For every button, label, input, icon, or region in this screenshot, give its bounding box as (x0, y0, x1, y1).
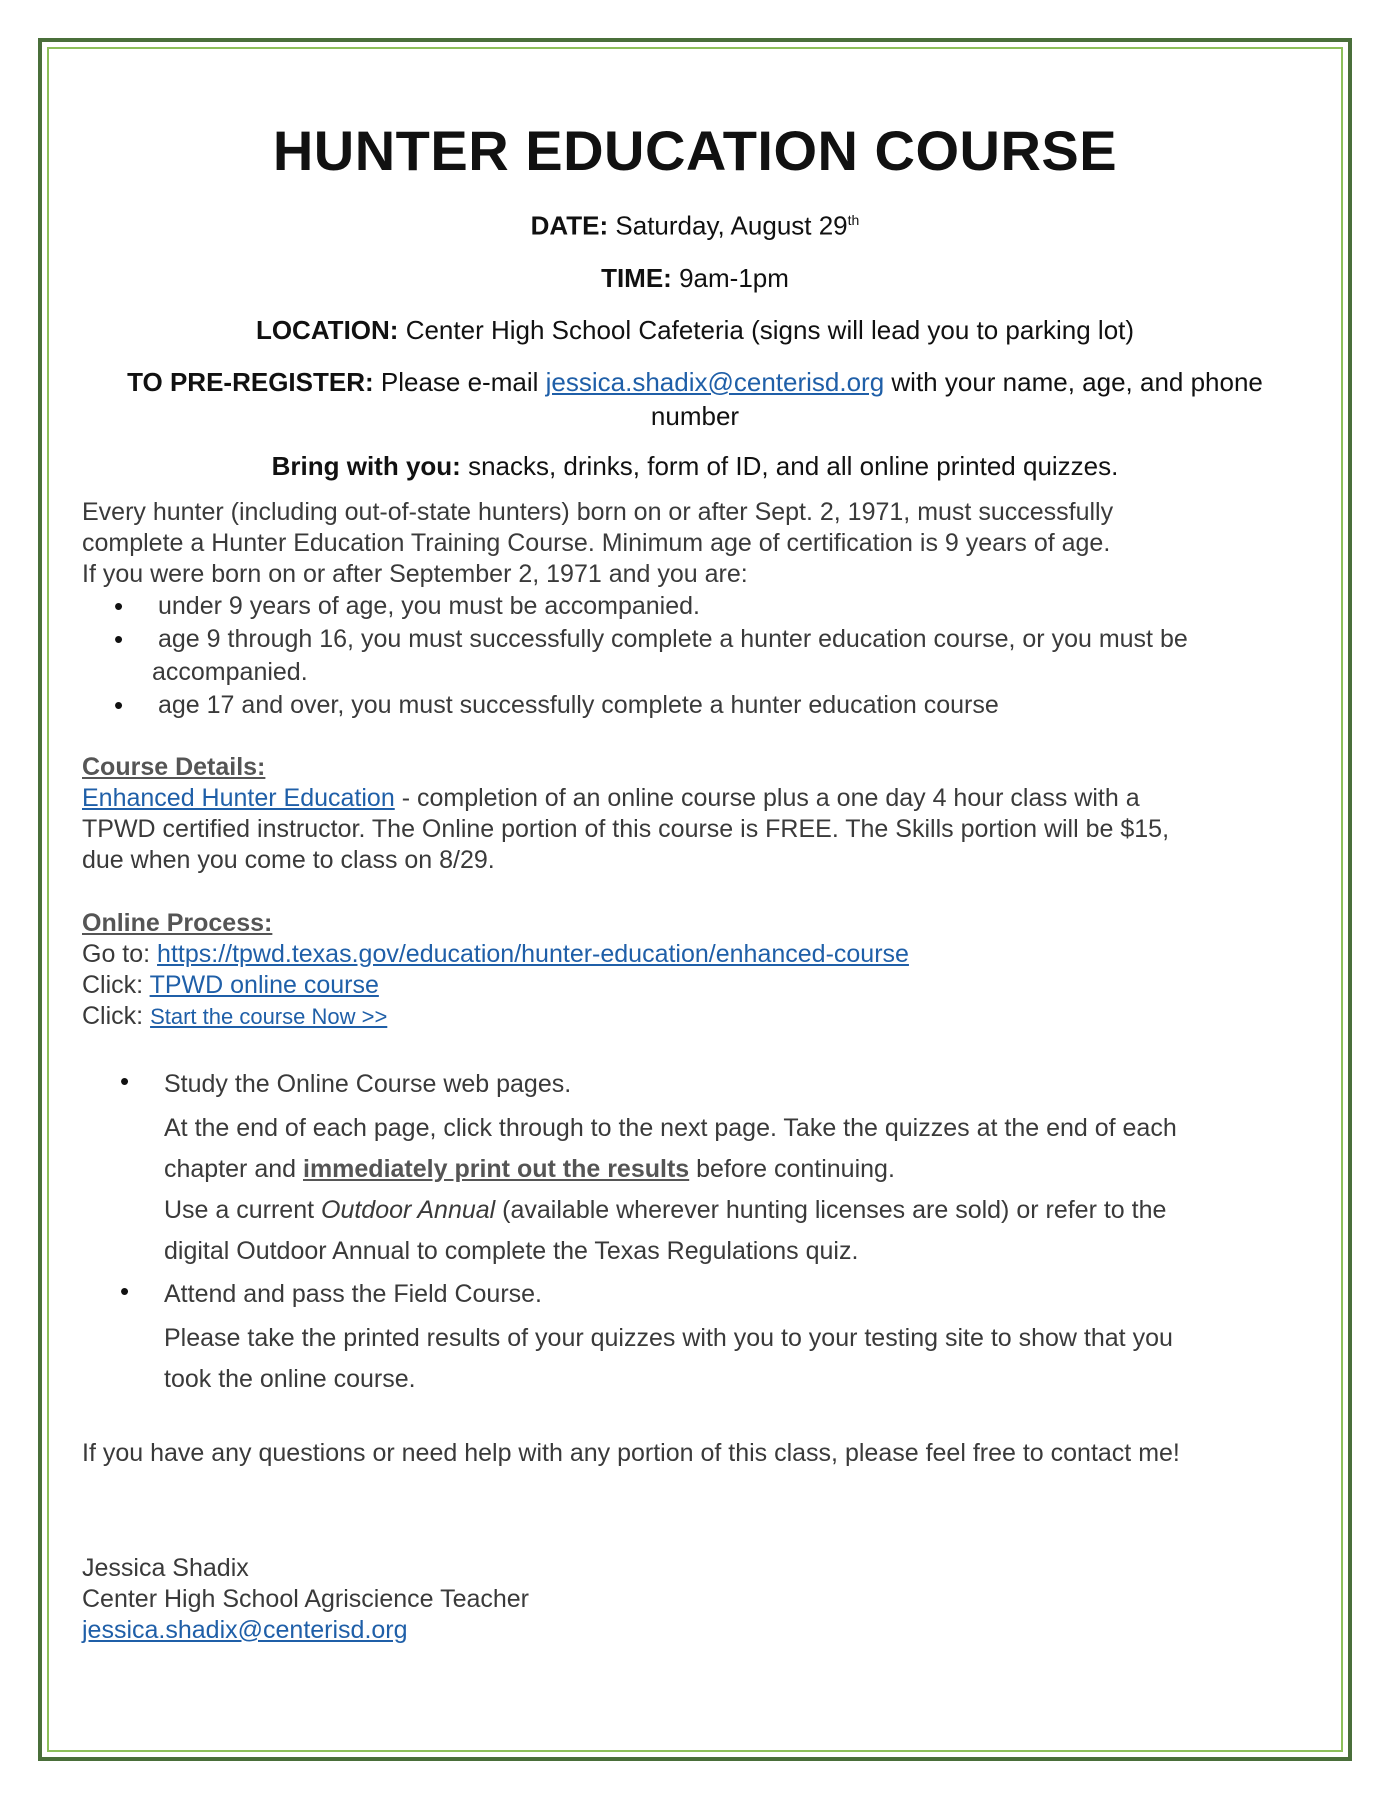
intro-line-2: complete a Hunter Education Training Course. Minimum age of certification is 9 years of age. (82, 528, 1111, 557)
bring-value: snacks, drinks, form of ID, and all online printed quizzes. (468, 450, 1119, 481)
date-suffix: th (847, 212, 860, 228)
preregister-after: with your name, age, and phone (891, 366, 1263, 397)
course-details-line-1: - completion of an online course plus a one day 4 hour class with a (401, 783, 1140, 812)
online-process-heading: Online Process: (82, 908, 273, 937)
signature-block (82, 1553, 1308, 1646)
list-item (82, 1276, 1308, 1400)
date-label: DATE: (530, 210, 609, 241)
bullet-icon: • (114, 623, 124, 654)
time-line (82, 261, 1308, 295)
list-item: • under 9 years of age, you must be accompanied. (114, 590, 700, 621)
location-value: Center High School Cafeteria (signs will lead you to parking lot) (405, 314, 1135, 345)
tpwd-online-course-link[interactable]: TPWD online course (149, 970, 379, 999)
preregister-before: Please e-mail (380, 366, 539, 397)
location-label: LOCATION: (255, 314, 399, 345)
bring-label: Bring with you: (271, 450, 461, 481)
step-title: Attend and pass the Field Course. (164, 1279, 543, 1308)
page-title: HUNTER EDUCATION COURSE (272, 119, 1118, 182)
intro-line-3: If you were born on or after September 2, 1971 and you are: (82, 559, 748, 588)
list-item (82, 1066, 1308, 1272)
signature-role: Center High School Agriscience Teacher (82, 1584, 530, 1613)
preregister-label: TO PRE-REGISTER: (127, 366, 374, 397)
bullet-icon: • (114, 590, 124, 621)
bullet-icon: • (120, 1065, 130, 1096)
tpwd-course-url-link[interactable]: https://tpwd.texas.gov/education/hunter-education/enhanced-course (157, 939, 909, 968)
list-item: • age 17 and over, you must successfully complete a hunter education course (114, 689, 999, 720)
step-body: At the end of each page, click through to the next page. Take the quizzes at the end of each chapter and immediately print out the results before continuing. Use a current Outdoor Annual (available wherever hunting licenses are sold) or refer to the digital Outdoor Annual to complete the Texas Regulations quiz. (164, 1113, 1177, 1265)
goto-label: Go to: (82, 939, 151, 968)
signature-email-link[interactable]: jessica.shadix@centerisd.org (82, 1615, 408, 1644)
enhanced-hunter-education-link[interactable]: Enhanced Hunter Education (82, 783, 395, 812)
signature-name: Jessica Shadix (82, 1553, 249, 1582)
preregister-after-cont: number (650, 400, 740, 431)
preregister-line (82, 365, 1308, 433)
preregister-email-link[interactable]: jessica.shadix@centerisd.org (545, 366, 885, 397)
time-value: 9am-1pm (679, 262, 789, 293)
start-course-now-link[interactable]: Start the course Now >> (150, 1003, 388, 1029)
bullet-icon: • (114, 689, 124, 720)
course-details-text (82, 783, 1308, 876)
time-label: TIME: (601, 262, 672, 293)
step-title: Study the Online Course web pages. (164, 1069, 572, 1098)
flyer-content (82, 118, 1308, 1646)
closing-message: If you have any questions or need help with any portion of this class, please feel free to contact me! (82, 1438, 1180, 1467)
click-label: Click: (82, 970, 144, 999)
course-details-line-3: due when you come to class on 8/29. (82, 845, 495, 874)
date-line (82, 203, 1308, 243)
age-requirements-list (82, 590, 1308, 722)
step-body: Please take the printed results of your quizzes with you to your testing site to show that you took the online course. (164, 1323, 1173, 1393)
online-process-steps (82, 939, 1308, 1032)
course-details-line-2: TPWD certified instructor. The Online portion of this course is FREE. The Skills portion will be $15, (82, 814, 1170, 843)
location-line (82, 313, 1308, 347)
intro-paragraph (82, 497, 1308, 590)
bullet-icon: • (120, 1275, 130, 1306)
bring-line (82, 449, 1308, 483)
outdoor-annual-title: Outdoor Annual (321, 1195, 496, 1224)
intro-line-1: Every hunter (including out-of-state hunters) born on or after Sept. 2, 1971, must successfully (82, 497, 1114, 526)
online-steps-list (82, 1066, 1308, 1400)
list-item: • age 9 through 16, you must successfully complete a hunter education course, or you must be accompanied. (114, 623, 1188, 686)
course-details-heading: Course Details: (82, 752, 266, 781)
date-value: Saturday, August 29 (615, 210, 848, 241)
emphasis-text: immediately print out the results (303, 1154, 690, 1183)
click-label: Click: (82, 1001, 144, 1030)
